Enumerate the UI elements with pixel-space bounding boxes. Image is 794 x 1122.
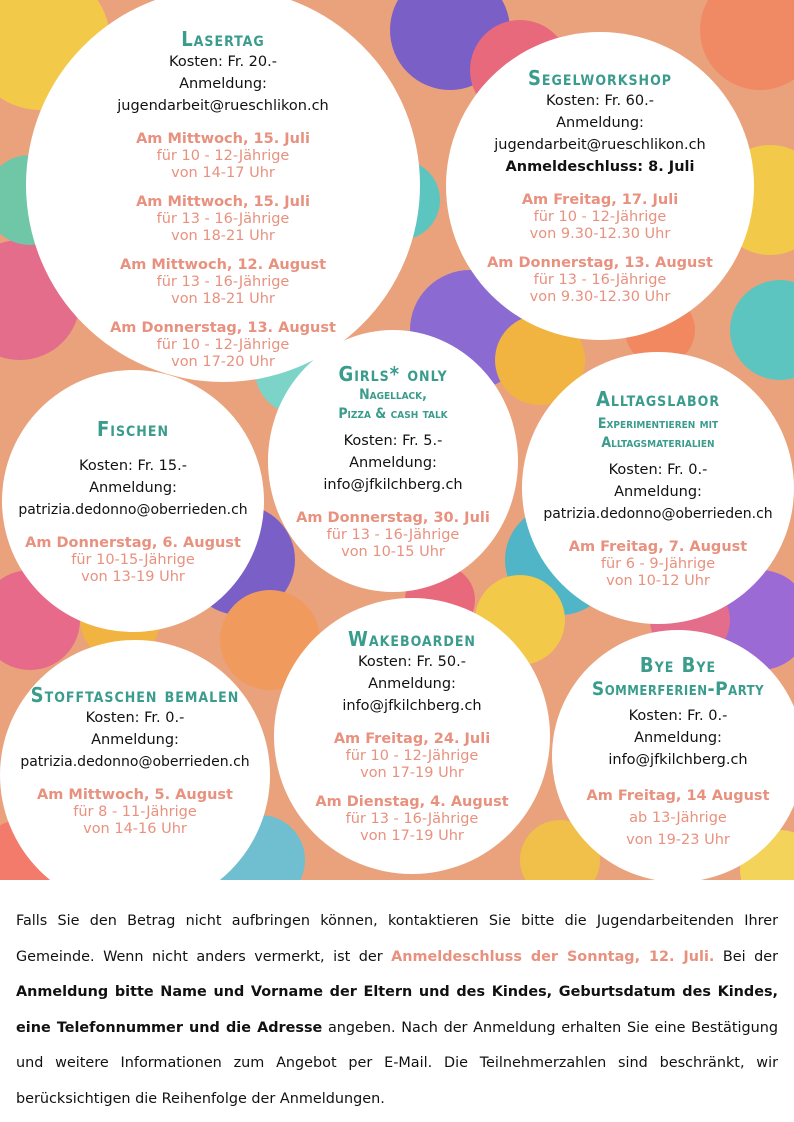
session-time: von 14-16 Uhr	[83, 820, 187, 837]
session-date: Am Mittwoch, 5. August	[37, 786, 233, 803]
session-date: Am Donnerstag, 6. August	[25, 534, 241, 551]
session-time: von 9.30-12.30 Uhr	[529, 226, 671, 242]
session-time: von 17-20 Uhr	[171, 354, 275, 370]
session-date: Am Mittwoch, 12. August	[119, 257, 327, 273]
session-date: Am Freitag, 7. August	[568, 538, 748, 555]
event-cost: Kosten: Fr. 50.-	[358, 654, 466, 670]
event-stofftaschen	[0, 640, 270, 910]
footer-deadline: Anmeldeschluss der Sonntag, 12. Juli.	[391, 948, 715, 965]
footer-registration-requirements: Anmeldung bitte Name und Vorname der Eltern und des Kindes, Geburtsdatum des Kindes, eine Telefonnummer und die Adresse	[16, 984, 778, 1036]
session-time: von 13-19 Uhr	[81, 568, 185, 585]
registration-email: jugendarbeit@rueschlikon.ch	[494, 137, 706, 153]
session-time: von 10-15 Uhr	[341, 543, 445, 560]
registration-email: info@jfkilchberg.ch	[608, 752, 748, 768]
session-age: für 10-15-Jährige	[71, 551, 195, 568]
registration-email: patrizia.dedonno@oberrieden.ch	[18, 501, 248, 518]
event-title: Wakeboarden	[348, 627, 476, 651]
session-age: für 13 - 16-Jährige	[326, 526, 460, 543]
session-age: für 10 - 12-Jährige	[533, 209, 667, 225]
session-age: ab 13-Jährige	[629, 810, 727, 826]
event-cost: Kosten: Fr. 0.-	[85, 709, 185, 726]
session-time: von 9.30-12.30 Uhr	[529, 289, 671, 305]
session-date: Am Freitag, 24. Juli	[333, 731, 491, 747]
registration-email: patrizia.dedonno@oberrieden.ch	[543, 505, 773, 522]
event-fischen	[2, 370, 264, 632]
event-cost: Kosten: Fr. 0.-	[608, 461, 708, 478]
event-title: Sommerferien-Party	[591, 678, 765, 700]
session-age: für 10 - 12-Jährige	[345, 748, 479, 764]
footer-text: Bei der	[714, 948, 778, 965]
event-alltagslabor	[522, 352, 794, 624]
event-cost: Kosten: Fr. 60.-	[546, 93, 654, 109]
event-sommerferien-party	[552, 630, 794, 882]
registration-deadline: Anmeldeschluss: 8. Juli	[505, 159, 695, 175]
event-lasertag	[26, 0, 420, 382]
registration-email: patrizia.dedonno@oberrieden.ch	[20, 753, 250, 770]
event-cost: Kosten: Fr. 15.-	[79, 457, 187, 474]
session-age: für 13 - 16-Jährige	[533, 272, 667, 288]
session-date: Am Freitag, 17. Juli	[521, 192, 679, 208]
registration-label: Anmeldung:	[368, 676, 456, 692]
event-subtitle: Alltagsmaterialien	[601, 434, 715, 451]
session-date: Am Mittwoch, 15. Juli	[136, 194, 310, 210]
event-title: Segelworkshop	[527, 66, 673, 90]
session-date: Am Freitag, 14 August	[586, 788, 770, 804]
registration-label: Anmeldung:	[614, 483, 702, 500]
registration-label: Anmeldung:	[91, 731, 179, 748]
session-date: Am Dienstag, 4. August	[315, 794, 509, 810]
event-title: Alltagslabor	[595, 386, 721, 411]
event-cost: Kosten: Fr. 20.-	[169, 54, 277, 70]
event-subtitle: Experimentieren mit	[597, 415, 719, 432]
session-time: von 10-12 Uhr	[606, 572, 710, 589]
session-age: für 13 - 16-Jährige	[156, 211, 290, 227]
session-age: für 10 - 12-Jährige	[156, 148, 290, 164]
session-time: von 18-21 Uhr	[171, 228, 275, 244]
session-age: für 8 - 11-Jährige	[73, 803, 197, 820]
event-cost: Kosten: Fr. 0.-	[628, 708, 728, 724]
session-time: von 17-19 Uhr	[360, 765, 464, 781]
session-age: für 10 - 12-Jährige	[156, 337, 290, 353]
event-subtitle: Nagellack,	[359, 386, 427, 403]
event-wakeboarden	[274, 598, 550, 874]
session-time: von 18-21 Uhr	[171, 291, 275, 307]
session-time: von 14-17 Uhr	[171, 165, 275, 181]
session-date: Am Donnerstag, 13. August	[487, 255, 713, 271]
session-date: Am Mittwoch, 15. Juli	[136, 131, 310, 147]
event-title: Lasertag	[181, 27, 265, 51]
event-girls-only	[268, 330, 518, 592]
registration-label: Anmeldung:	[349, 454, 437, 471]
event-segelworkshop	[446, 32, 754, 340]
event-title: Stofftaschen bemalen	[30, 682, 240, 707]
registration-email: info@jfkilchberg.ch	[323, 476, 463, 493]
registration-label: Anmeldung:	[556, 115, 644, 131]
footer-notes	[16, 904, 778, 1117]
registration-email: info@jfkilchberg.ch	[342, 698, 482, 714]
footer-text: Falls Sie den Betrag nicht aufbringen können, kontaktieren Sie bitte die Jugendarbeitenden Ihrer Gemeinde. Wenn nicht anders vermerkt, ist der	[16, 913, 778, 965]
registration-label: Anmeldung:	[634, 730, 722, 746]
event-cost: Kosten: Fr. 5.-	[343, 432, 443, 449]
session-age: für 6 - 9-Jährige	[600, 555, 716, 572]
event-title: Girls* only	[338, 361, 448, 386]
session-time: von 19-23 Uhr	[626, 832, 730, 848]
session-date: Am Donnerstag, 30. Juli	[296, 509, 490, 526]
registration-label: Anmeldung:	[179, 76, 267, 92]
session-age: für 13 - 16-Jährige	[156, 274, 290, 290]
session-date: Am Donnerstag, 13. August	[110, 320, 336, 336]
event-title: Bye Bye	[639, 653, 717, 677]
registration-label: Anmeldung:	[89, 479, 177, 496]
registration-email: jugendarbeit@rueschlikon.ch	[117, 98, 329, 114]
footer-text: angeben. Nach der Anmeldung erhalten Sie eine Bestätigung und weitere Informationen zum Angebot per E-Mail. Die Teilnehmerzahlen sind beschränkt, wir berücksichtigen die Reihenfolge der Anmeldungen.	[16, 1019, 778, 1107]
event-title: Fischen	[97, 416, 169, 441]
session-time: von 17-19 Uhr	[360, 828, 464, 844]
event-subtitle: Pizza & cash talk	[338, 405, 448, 422]
session-age: für 13 - 16-Jährige	[345, 811, 479, 827]
